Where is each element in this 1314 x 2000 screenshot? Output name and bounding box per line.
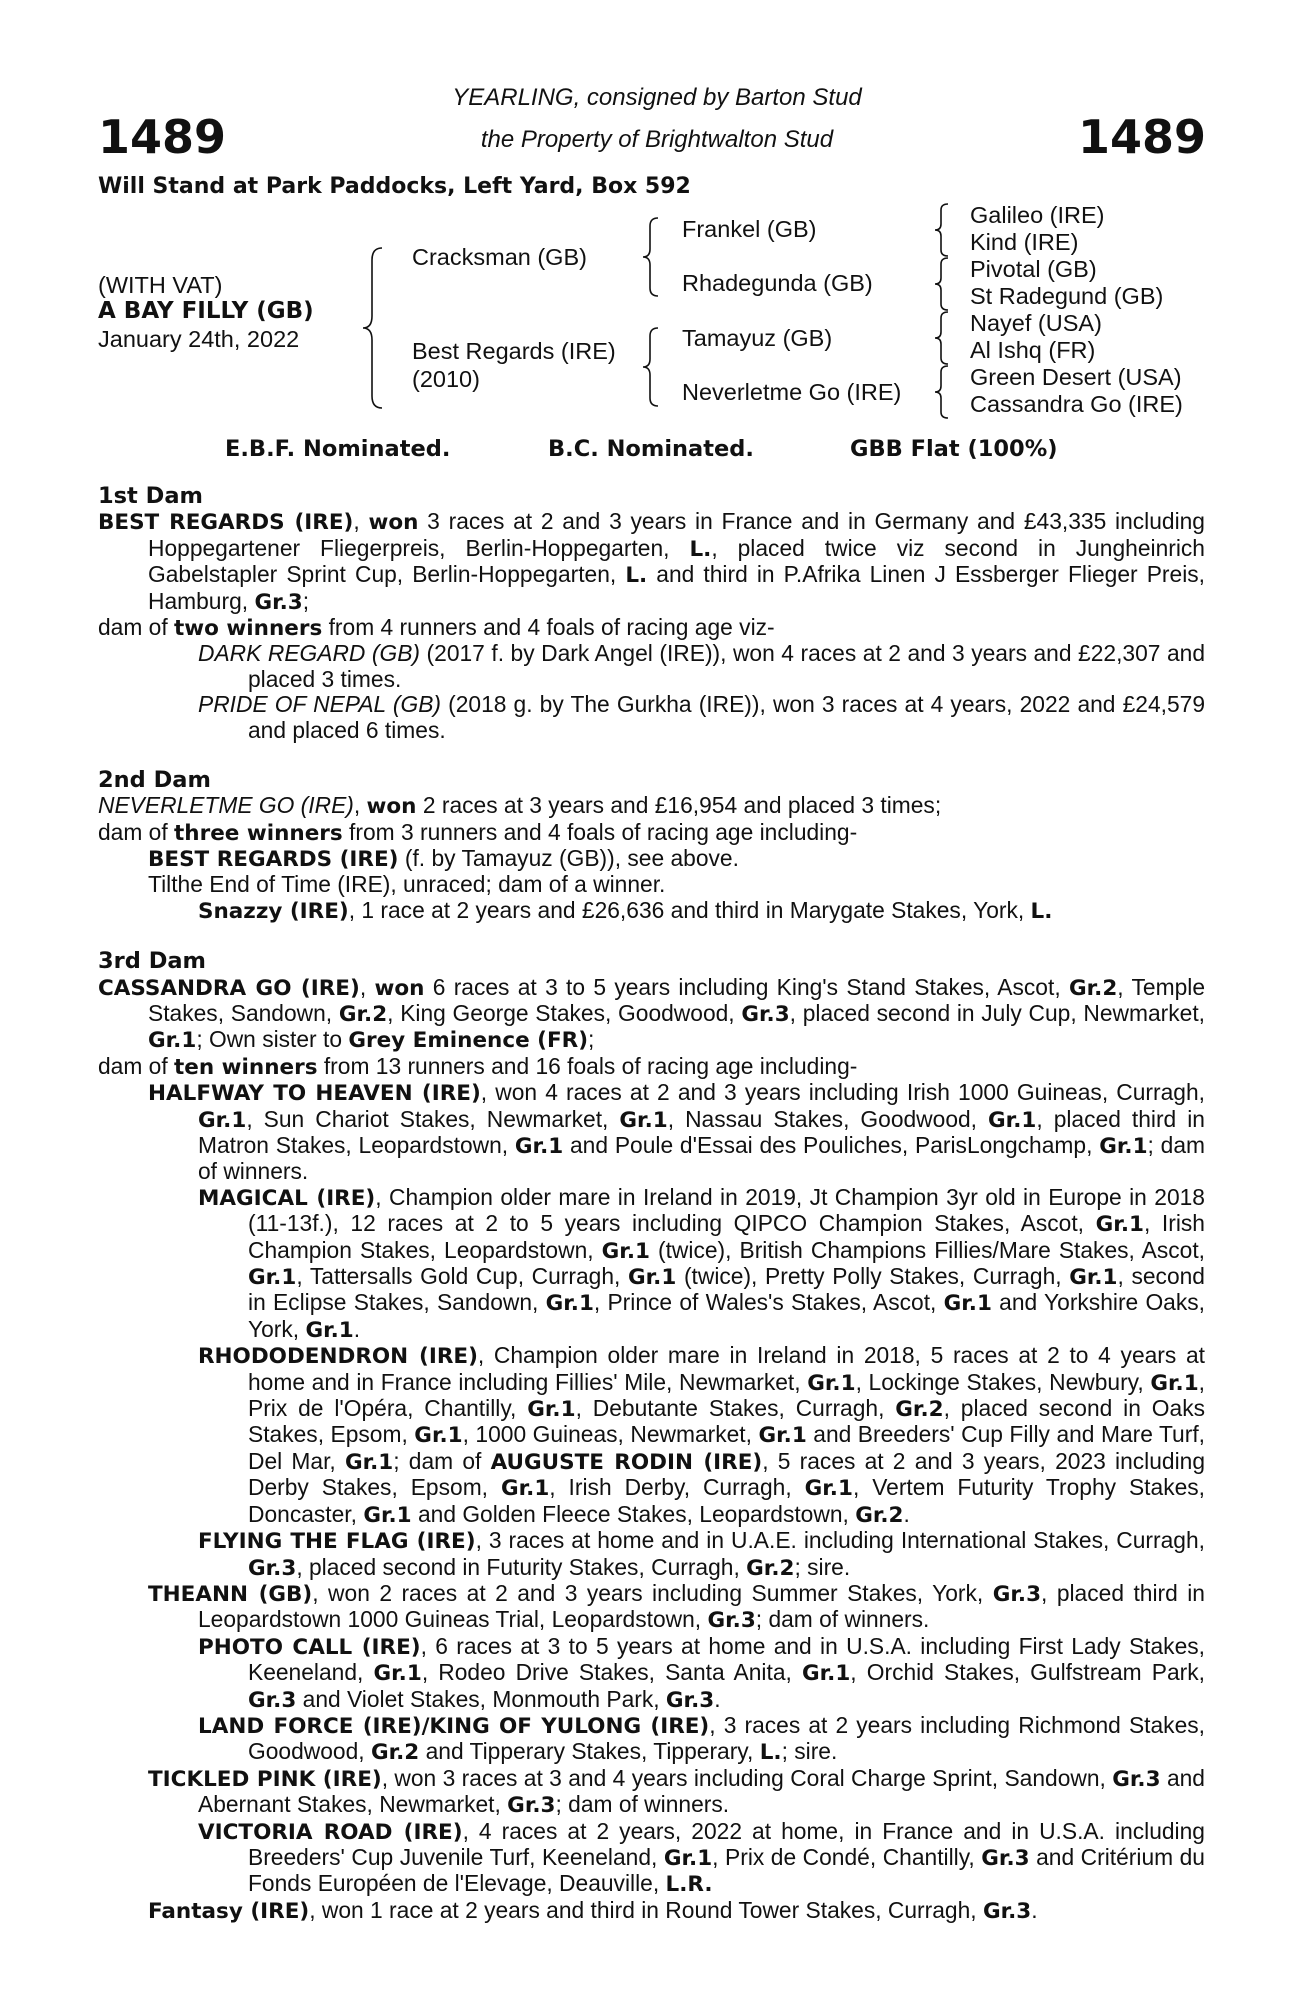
pedigree-dam-dam: Neverletme Go (IRE) — [682, 379, 902, 405]
bc-nomination: B.C. Nominated. — [548, 436, 754, 462]
text-run: and Golden Fleece Stakes, Leopardstown, — [411, 1500, 856, 1527]
text-run: (twice), Pretty Polly Stakes, Curragh, — [676, 1263, 1070, 1290]
text-run: , won 4 races at 2 and 3 years including Irish 1000 Guineas, Curragh, — [480, 1079, 1205, 1106]
bold-text-run: L. — [759, 1740, 782, 1766]
pedigree-g3-5: Nayef (USA) — [970, 310, 1102, 336]
pedigree-brace-g2 — [932, 256, 954, 312]
bold-text-run: Gr.1 — [988, 1107, 1037, 1133]
bold-text-run: Gr.1 — [500, 1476, 550, 1502]
second-dam-record — [98, 793, 1205, 819]
bold-text-run: Gr.2 — [370, 1740, 420, 1766]
third-dam-record — [98, 975, 1205, 1054]
text-run: and third in P.Afrika Linen J Essberger Flieger Preis, Hamburg, — [148, 561, 1205, 614]
bold-text-run: VICTORIA ROAD (IRE) — [198, 1819, 463, 1845]
bold-text-run: Gr.2 — [895, 1397, 944, 1423]
bold-text-run: Gr.1 — [758, 1423, 807, 1449]
bold-text-run: Gr.1 — [663, 1845, 713, 1871]
bold-text-run: THEANN (GB) — [148, 1581, 313, 1607]
progeny-entry — [98, 1343, 1205, 1528]
bold-text-run: Gr.1 — [1150, 1370, 1199, 1396]
bold-text-run: CASSANDRA GO (IRE) — [98, 975, 360, 1001]
pedigree-brace-dam — [640, 326, 664, 408]
pedigree-brace-sire — [640, 216, 664, 298]
bold-text-run: Gr.2 — [855, 1502, 904, 1528]
text-run: and Violet Stakes, Monmouth Park, — [296, 1685, 666, 1712]
text-run: ; sire. — [781, 1738, 838, 1765]
text-run: (2017 f. by Dark Angel (IRE)), won 4 races at 2 and 3 years and £22,307 and placed 3 times. — [248, 640, 1205, 692]
bold-text-run: won — [374, 975, 425, 1001]
vat-note: (WITH VAT) — [98, 272, 223, 298]
progeny-entry — [98, 1080, 1205, 1185]
italic-text-run: PRIDE OF NEPAL (GB) — [198, 691, 442, 718]
text-run: and Critérium du Fonds Européen de l'Elevage, Deauville, — [248, 1843, 1205, 1897]
text-run: ; Own sister to — [196, 1026, 349, 1053]
progeny-entry — [98, 641, 1205, 692]
bold-text-run: two winners — [174, 615, 323, 641]
text-run: . — [1031, 1896, 1038, 1923]
pedigree-dam-year: (2010) — [412, 366, 480, 392]
text-run: , 3 races at 2 years including Richmond Stakes, Goodwood, — [248, 1711, 1205, 1765]
text-run: (twice), British Champions Fillies/Mare Stakes, Ascot, — [649, 1236, 1205, 1263]
bold-text-run: Grey Eminence (FR) — [348, 1028, 589, 1054]
text-run: from 3 runners and 4 foals of racing age including- — [342, 818, 858, 845]
bold-text-run: Gr.1 — [344, 1449, 394, 1475]
text-run: , — [353, 792, 367, 819]
text-run: , — [359, 973, 375, 1000]
text-run: and Poule d'Essai des Pouliches, ParisLongchamp, — [563, 1132, 1100, 1159]
bold-text-run: RHODODENDRON (IRE) — [198, 1344, 478, 1370]
bold-text-run: Gr.1 — [807, 1370, 856, 1396]
text-run: , Sun Chariot Stakes, Newmarket, — [246, 1105, 620, 1132]
lot-number-right: 1489 — [1077, 110, 1206, 164]
progeny-entry — [98, 1713, 1205, 1766]
bold-text-run: BEST REGARDS (IRE) — [148, 847, 399, 873]
text-run: dam of — [98, 613, 175, 640]
text-run: , Debutante Stakes, Curragh, — [575, 1395, 896, 1422]
text-run: , Champion older mare in Ireland in 2019, Jt Champion 3yr old in Europe in 2018 (11-13f.), 12 races at 2 to 5 years including QIPCO Champion Stakes, Ascot, — [248, 1183, 1205, 1237]
text-run: , Champion older mare in Ireland in 2018, 5 races at 2 to 4 years at home and in France including Fillies' Mile, Newmarket, — [248, 1342, 1205, 1395]
bold-text-run: Gr.3 — [992, 1581, 1042, 1607]
bold-text-run: PHOTO CALL (IRE) — [198, 1634, 421, 1660]
progeny-entry — [98, 1581, 1205, 1634]
bold-text-run: Gr.3 — [254, 589, 303, 615]
text-run: , won 2 races at 2 and 3 years including Summer Stakes, York, — [312, 1579, 993, 1606]
bold-text-run: ten winners — [174, 1054, 318, 1080]
progeny-entry — [98, 1819, 1205, 1898]
bold-text-run: Gr.3 — [741, 1001, 790, 1027]
text-run: , Prince of Wales's Stakes, Ascot, — [593, 1289, 944, 1316]
text-run: , placed twice viz second in Jungheinrich Gabelstapler Sprint Cup, Berlin-Hoppegarten, — [148, 534, 1205, 588]
text-run: dam of — [98, 1052, 175, 1079]
text-run: and Breeders' Cup Filly and Mare Turf, Del Mar, — [248, 1421, 1205, 1474]
bold-text-run: Gr.2 — [338, 1001, 388, 1027]
bold-text-run: Gr.1 — [545, 1291, 594, 1317]
text-run: (2018 g. by The Gurkha (IRE)), won 3 races at 4 years, 2022 and £24,579 and placed 6 times. — [248, 691, 1205, 743]
text-run: , 4 races at 2 years, 2022 at home, in France and in U.S.A. including Breeders' Cup Juvenile Turf, Keeneland, — [248, 1817, 1205, 1870]
text-run: . — [353, 1315, 361, 1342]
stand-location: Will Stand at Park Paddocks, Left Yard, Box 592 — [98, 174, 691, 199]
text-run: , Tattersalls Gold Cup, Curragh, — [296, 1263, 628, 1290]
progeny-entry — [98, 1528, 1205, 1581]
first-dam-section — [98, 484, 1205, 743]
text-run: , Orchid Stakes, Gulfstream Park, — [850, 1659, 1206, 1686]
first-dam-record — [98, 509, 1205, 615]
consignment-line-2: the Property of Brightwalton Stud — [480, 126, 834, 153]
text-run: (f. by Tamayuz (GB)), see above. — [398, 845, 739, 872]
text-run: , placed second in July Cup, Newmarket, — [789, 999, 1206, 1026]
bold-text-run: three winners — [174, 820, 343, 846]
bold-text-run: TICKLED PINK (IRE) — [148, 1766, 382, 1792]
bold-text-run: Gr.1 — [943, 1291, 992, 1317]
pedigree-g3-4: St Radegund (GB) — [970, 283, 1164, 309]
bold-text-run: Gr.1 — [1099, 1134, 1148, 1160]
second-dam-produce-summary — [98, 820, 1205, 846]
text-run: , Lockinge Stakes, Newbury, — [855, 1368, 1151, 1395]
third-dam-section — [98, 949, 1205, 1924]
text-run: , won 3 races at 3 and 4 years including Coral Charge Sprint, Sandown, — [381, 1764, 1113, 1791]
text-run: , 1000 Guineas, Newmarket, — [462, 1421, 759, 1448]
text-run: , Prix de Condé, Chantilly, — [712, 1843, 982, 1870]
text-run: ; sire. — [794, 1553, 851, 1580]
text-run: , 5 races at 2 and 3 years, 2023 including Derby Stakes, Epsom, — [248, 1447, 1205, 1501]
bold-text-run: Gr.3 — [982, 1898, 1032, 1924]
text-run: , 6 races at 3 to 5 years at home and in U.S.A. including First Lady Stakes, Keeneland, — [248, 1632, 1205, 1686]
third-dam-heading: 3rd Dam — [98, 948, 206, 975]
bold-text-run: Gr.1 — [514, 1134, 564, 1160]
bold-text-run: won — [366, 794, 417, 820]
progeny-entry — [98, 872, 1205, 897]
italic-text-run: NEVERLETME GO (IRE) — [98, 792, 354, 819]
bold-text-run: Gr.1 — [1095, 1212, 1144, 1238]
bold-text-run: Gr.1 — [363, 1502, 412, 1528]
pedigree-sire: Cracksman (GB) — [412, 244, 587, 270]
bold-text-run: BEST REGARDS (IRE) — [98, 510, 354, 536]
text-run: dam of — [98, 818, 175, 845]
horse-name: A BAY FILLY (GB) — [98, 298, 314, 324]
text-run: and Tipperary Stakes, Tipperary, — [419, 1738, 760, 1765]
bold-text-run: won — [368, 510, 419, 536]
third-dam-produce-summary — [98, 1054, 1205, 1080]
bold-text-run: Gr.1 — [527, 1397, 576, 1423]
catalogue-body — [98, 484, 1205, 1924]
text-run: , second in Eclipse Stakes, Sandown, — [248, 1263, 1205, 1316]
text-run: ; dam of winners. — [198, 1132, 1206, 1185]
bold-text-run: Gr.3 — [981, 1845, 1030, 1871]
bold-text-run: L. — [689, 536, 712, 562]
foaling-date: January 24th, 2022 — [98, 326, 300, 352]
text-run: , Nassau Stakes, Goodwood, — [667, 1105, 989, 1132]
text-run: from 4 runners and 4 foals of racing age viz- — [322, 613, 775, 640]
text-run: ; dam of winners. — [555, 1791, 730, 1818]
text-run: , Temple Stakes, Sandown, — [148, 973, 1205, 1026]
pedigree-brace-gen1 — [360, 246, 390, 410]
bold-text-run: HALFWAY TO HEAVEN (IRE) — [148, 1081, 481, 1107]
text-run: , placed third in Leopardstown 1000 Guineas Trial, Leopardstown, — [198, 1579, 1205, 1633]
text-run: , Rodeo Drive Stakes, Santa Anita, — [421, 1659, 802, 1686]
text-run: 2 races at 3 years and £16,954 and placed 3 times; — [416, 792, 942, 819]
text-run: ; dam of — [393, 1447, 491, 1474]
bold-text-run: Gr.1 — [601, 1238, 650, 1264]
text-run: and Abernant Stakes, Newmarket, — [198, 1764, 1205, 1818]
bold-text-run: Gr.1 — [619, 1107, 668, 1133]
pedigree-sire-dam: Rhadegunda (GB) — [682, 270, 873, 296]
bold-text-run: Gr.3 — [1112, 1766, 1161, 1792]
bold-text-run: Gr.1 — [148, 1028, 197, 1054]
bold-text-run: Gr.3 — [248, 1687, 297, 1713]
bold-text-run: Gr.3 — [707, 1608, 756, 1634]
text-run: , won 1 race at 2 years and third in Round Tower Stakes, Curragh, — [309, 1896, 983, 1923]
text-run: , placed second in Futurity Stakes, Curragh, — [296, 1553, 747, 1580]
text-run: , 3 races at home and in U.A.E. including International Stakes, Curragh, — [475, 1527, 1205, 1554]
progeny-entry — [98, 1898, 1205, 1924]
bold-text-run: L. — [625, 563, 648, 589]
pedigree-g3-6: Al Ishq (FR) — [970, 337, 1096, 363]
pedigree-g3-8: Cassandra Go (IRE) — [970, 391, 1183, 417]
bold-text-run: AUGUSTE RODIN (IRE) — [490, 1449, 763, 1475]
bold-text-run: L.R. — [665, 1872, 713, 1898]
bold-text-run: Gr.2 — [746, 1555, 795, 1581]
text-run: and Yorkshire Oaks, York, — [248, 1289, 1205, 1342]
pedigree-dam-sire: Tamayuz (GB) — [682, 325, 833, 351]
second-dam-section — [98, 768, 1205, 924]
bold-text-run: Gr.3 — [248, 1555, 297, 1581]
text-run: , Irish Champion Stakes, Leopardstown, — [248, 1210, 1205, 1263]
progeny-entry — [98, 1634, 1205, 1713]
consignment-line-1: YEARLING, consigned by Barton Stud — [452, 84, 862, 111]
bold-text-run: Gr.1 — [305, 1317, 354, 1343]
pedigree-g3-3: Pivotal (GB) — [970, 256, 1097, 282]
bold-text-run: Gr.3 — [507, 1793, 556, 1819]
text-run: ; — [302, 587, 310, 614]
ebf-nomination: E.B.F. Nominated. — [225, 436, 451, 462]
pedigree-g3-7: Green Desert (USA) — [970, 364, 1182, 390]
bold-text-run: Fantasy (IRE) — [148, 1898, 310, 1924]
text-run: , Irish Derby, Curragh, — [549, 1474, 805, 1501]
bold-text-run: LAND FORCE (IRE)/KING OF YULONG (IRE) — [198, 1713, 710, 1739]
pedigree-brace-g4 — [932, 364, 954, 420]
bold-text-run: Gr.2 — [1068, 975, 1118, 1001]
text-run: , King George Stakes, Goodwood, — [387, 999, 742, 1026]
text-run: Tilthe End of Time (IRE), unraced; dam of a winner. — [148, 871, 666, 898]
bold-text-run: FLYING THE FLAG (IRE) — [198, 1529, 476, 1555]
bold-text-run: Gr.1 — [373, 1661, 422, 1687]
pedigree-brace-g3 — [932, 310, 954, 366]
pedigree-g3-1: Galileo (IRE) — [970, 202, 1105, 228]
bold-text-run: Snazzy (IRE) — [198, 898, 349, 924]
lot-number-left: 1489 — [98, 110, 227, 164]
bold-text-run: Gr.1 — [248, 1265, 297, 1291]
progeny-entry — [98, 692, 1205, 743]
italic-text-run: DARK REGARD (GB) — [198, 640, 421, 667]
text-run: from 13 runners and 16 foals of racing age including- — [317, 1052, 858, 1079]
bold-text-run: Gr.1 — [628, 1265, 677, 1291]
text-run: , 1 race at 2 years and £26,636 and third in Marygate Stakes, York, — [348, 896, 1031, 923]
progeny-entry — [98, 1185, 1205, 1343]
text-run: , — [353, 508, 369, 535]
text-run: , Prix de l'Opéra, Chantilly, — [248, 1368, 1206, 1422]
first-dam-heading: 1st Dam — [98, 483, 203, 509]
pedigree-sire-sire: Frankel (GB) — [682, 216, 817, 242]
text-run: . — [903, 1500, 910, 1527]
pedigree-brace-g1 — [932, 202, 954, 258]
bold-text-run: Gr.3 — [665, 1687, 715, 1713]
progeny-entry — [98, 846, 1205, 872]
bold-text-run: Gr.1 — [1069, 1265, 1118, 1291]
gbb-flat-nomination: GBB Flat (100%) — [850, 436, 1058, 462]
text-run: , placed third in Matron Stakes, Leopardstown, — [198, 1105, 1205, 1159]
text-run: ; — [588, 1026, 595, 1053]
bold-text-run: Gr.1 — [198, 1107, 247, 1133]
pedigree-dam: Best Regards (IRE) — [412, 338, 616, 364]
text-run: , Vertem Futurity Trophy Stakes, Doncaster, — [248, 1474, 1205, 1527]
text-run: 6 races at 3 to 5 years including King's Stand Stakes, Ascot, — [424, 973, 1069, 1000]
text-run: 3 races at 2 and 3 years in France and in Germany and £43,335 including Hoppegartener Fliegerpreis, Berlin-Hoppegarten, — [148, 508, 1205, 561]
text-run: , placed second in Oaks Stakes, Epsom, — [248, 1395, 1205, 1448]
progeny-entry — [98, 1766, 1205, 1819]
text-run: ; dam of winners. — [755, 1606, 930, 1633]
pedigree-g3-2: Kind (IRE) — [970, 229, 1079, 255]
bold-text-run: MAGICAL (IRE) — [198, 1185, 376, 1211]
bold-text-run: L. — [1030, 898, 1053, 924]
text-run: . — [714, 1685, 721, 1712]
bold-text-run: Gr.1 — [801, 1661, 851, 1687]
bold-text-run: Gr.1 — [804, 1476, 853, 1502]
second-dam-heading: 2nd Dam — [98, 766, 211, 793]
first-dam-produce-summary — [98, 615, 1205, 641]
progeny-entry — [98, 898, 1205, 924]
bold-text-run: Gr.1 — [414, 1423, 463, 1449]
